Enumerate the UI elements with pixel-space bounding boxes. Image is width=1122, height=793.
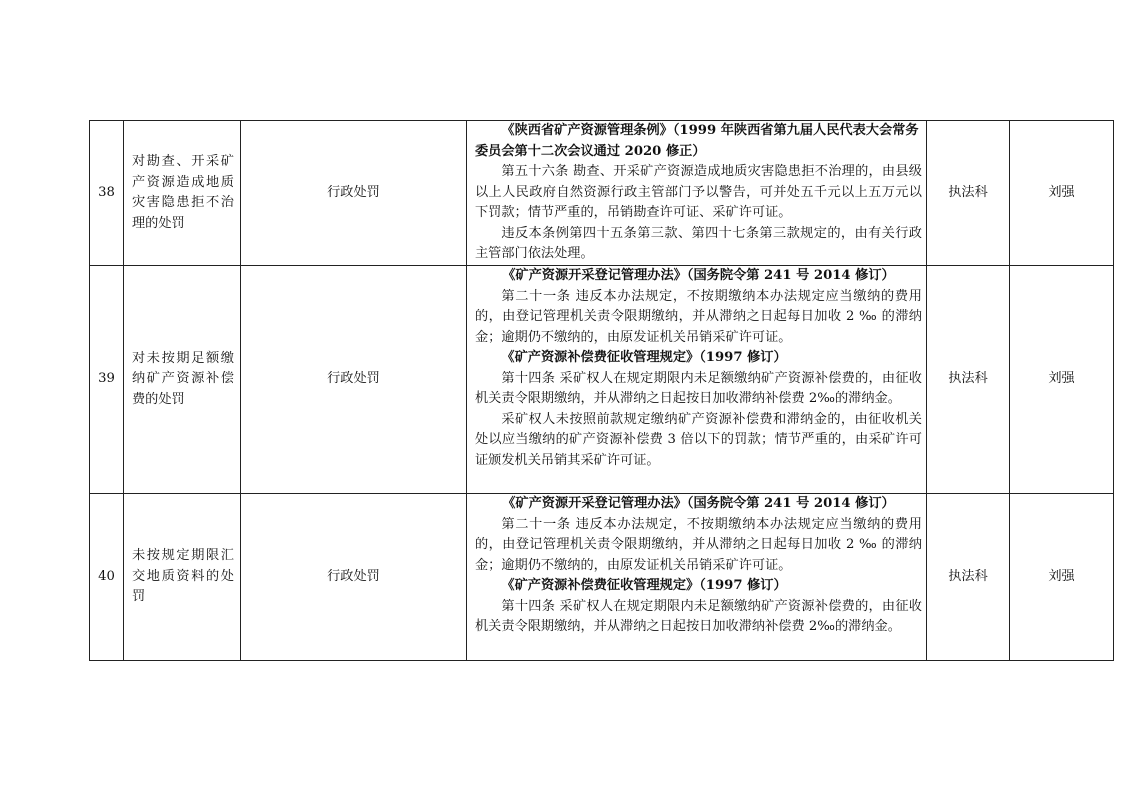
responsible-person: 刘强 [1010,121,1114,266]
row-number: 38 [90,121,124,266]
legal-basis [467,494,927,661]
item-name: 对勘查、开采矿产资源造成地质灾害隐患拒不治理的处罚 [124,121,241,266]
legal-basis [467,266,927,494]
law-article: 第五十六条 勘查、开采矿产资源造成地质灾害隐患拒不治理的，由县级以上人民政府自然资源行政主管部门予以警告，可并处五千元以上五万元以下罚款；情节严重的，吊销勘查许可证、采矿许可证。 [475,164,922,220]
item-category: 行政处罚 [241,494,467,661]
responsible-person: 刘强 [1010,266,1114,494]
law-title: 《矿产资源开采登记管理办法》（国务院令第 241 号 2014 修订） [502,268,895,283]
law-article: 违反本条例第四十五条第三款、第四十七条第三款规定的，由有关行政主管部门依法处理。 [475,225,922,261]
law-article: 第二十一条 违反本办法规定，不按期缴纳本办法规定应当缴纳的费用的，由登记管理机关责令限期缴纳，并从滞纳之日起每日加收 2 ‰ 的滞纳金；逾期仍不缴纳的，由原发证机关吊销采矿许可证。 [475,516,922,573]
law-article: 第十四条 采矿权人在规定期限内未足额缴纳矿产资源补偿费的，由征收机关责令限期缴纳，并从滞纳之日起按日加收滞纳补偿费 2‰的滞纳金。 [475,370,922,406]
law-article: 第二十一条 违反本办法规定，不按期缴纳本办法规定应当缴纳的费用的，由登记管理机关责令限期缴纳，并从滞纳之日起每日加收 2 ‰ 的滞纳金；逾期仍不缴纳的，由原发证机关吊销采矿许可证。 [475,288,922,345]
table-row [90,121,1114,266]
penalty-items-table [89,120,1114,661]
law-article: 采矿权人未按照前款规定缴纳矿产资源补偿费和滞纳金的，由征收机关处以应当缴纳的矿产资源补偿费 3 倍以下的罚款；情节严重的，由采矿许可证颁发机关吊销其采矿许可证。 [475,411,922,468]
responsible-department: 执法科 [927,121,1010,266]
law-title: 《矿产资源开采登记管理办法》（国务院令第 241 号 2014 修订） [502,496,895,511]
item-name: 未按规定期限汇交地质资料的处罚 [124,494,241,661]
responsible-department: 执法科 [927,266,1010,494]
table-row [90,266,1114,494]
row-number: 40 [90,494,124,661]
responsible-department: 执法科 [927,494,1010,661]
item-category: 行政处罚 [241,121,467,266]
row-number: 39 [90,266,124,494]
responsible-person: 刘强 [1010,494,1114,661]
item-name: 对未按期足额缴纳矿产资源补偿费的处罚 [124,266,241,494]
law-title: 《陕西省矿产资源管理条例》（1999 年陕西省第九届人民代表大会常务委员会第十二次会议通过 2020 修正） [475,123,919,159]
table-row [90,494,1114,661]
item-category: 行政处罚 [241,266,467,494]
law-article: 第十四条 采矿权人在规定期限内未足额缴纳矿产资源补偿费的，由征收机关责令限期缴纳，并从滞纳之日起按日加收滞纳补偿费 2‰的滞纳金。 [475,598,922,634]
law-title: 《矿产资源补偿费征收管理规定》（1997 修订） [501,350,787,365]
legal-basis [467,121,927,266]
law-title: 《矿产资源补偿费征收管理规定》（1997 修订） [501,578,787,593]
